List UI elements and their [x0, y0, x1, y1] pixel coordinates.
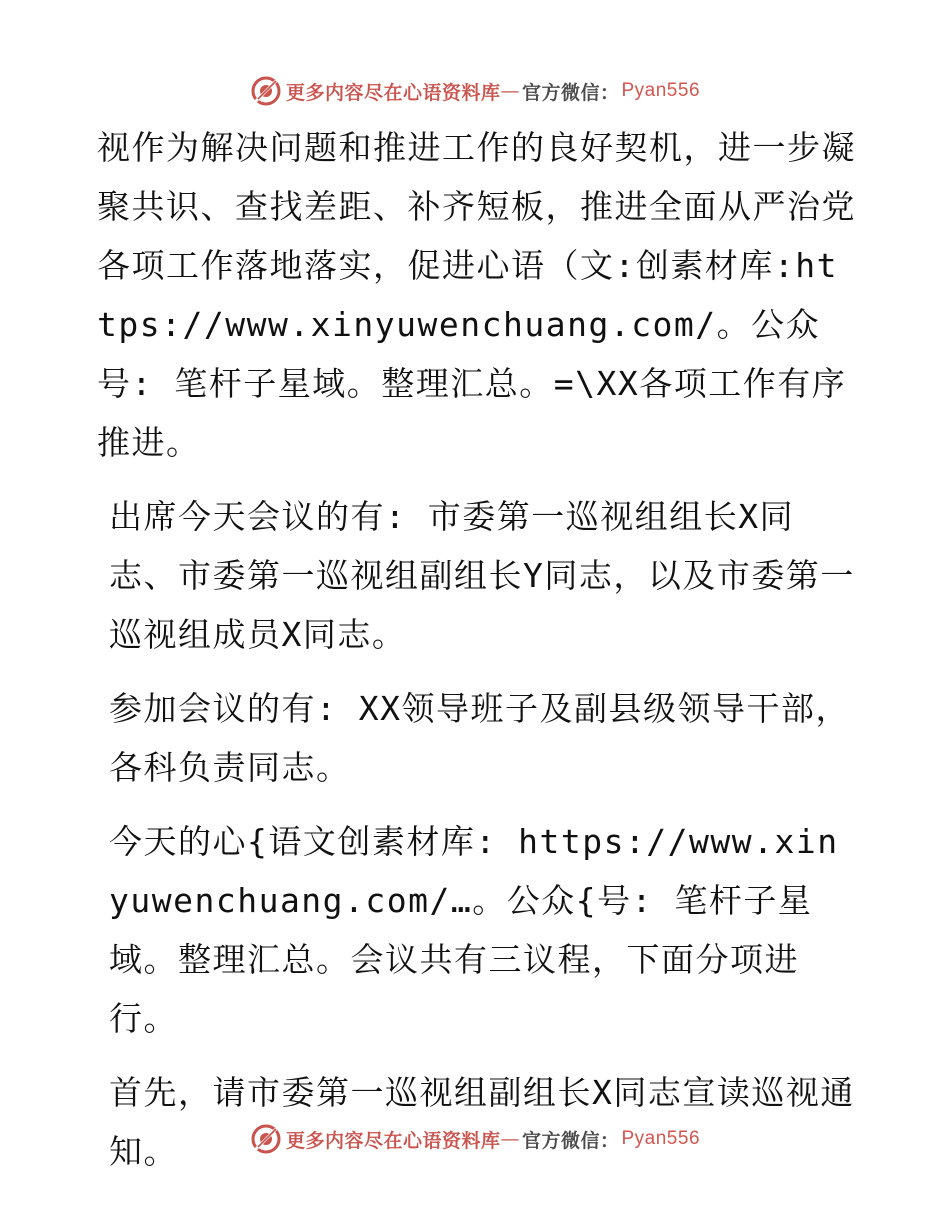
paragraph-4: 今天的心{语文创素材库: https://www.xinyuwenchuang.com/…。公众{号: 笔杆子星域。整理汇总。会议共有三议程，下面分项进行。	[109, 822, 839, 1038]
footer-banner	[0, 1119, 950, 1159]
paragraph-1: 视作为解决问题和推进工作的良好契机，进一步凝聚共识、查找差距、补齐短板，推进全面从严治党各项工作落地落实，促进心语（文:创素材库:https://www.xinyuwenchuang.com/。公众号: 笔杆子星域。整理汇总。=\XX各项工作有序推进。	[97, 128, 856, 462]
banner-wechat-label: 官方微信：	[521, 81, 620, 104]
banner-dash: —	[500, 1128, 520, 1150]
quill-logo-icon	[250, 1123, 282, 1155]
paragraph-2: 出席今天会议的有: 市委第一巡视组组长X同志、市委第一巡视组副组长Y同志，以及市委第一巡视组成员X同志。	[109, 497, 855, 654]
banner-wechat-id: Pyan556	[621, 1128, 701, 1149]
document-body	[97, 118, 857, 1181]
banner-main-text: 更多内容尽在心语资料库	[285, 81, 501, 104]
paragraph-3: 参加会议的有: XX领导班子及副县级领导干部，各科负责同志。	[109, 689, 850, 787]
banner-wechat-id: Pyan556	[621, 80, 701, 101]
quill-logo-icon	[250, 75, 282, 107]
header-banner	[0, 71, 950, 111]
banner-main-text: 更多内容尽在心语资料库	[285, 1129, 501, 1152]
banner-dash: —	[500, 80, 520, 102]
banner-wechat-label: 官方微信：	[521, 1129, 620, 1152]
paragraph-5: 首先，请市委第一巡视组副组长X同志宣读巡视通知。	[109, 1073, 855, 1171]
